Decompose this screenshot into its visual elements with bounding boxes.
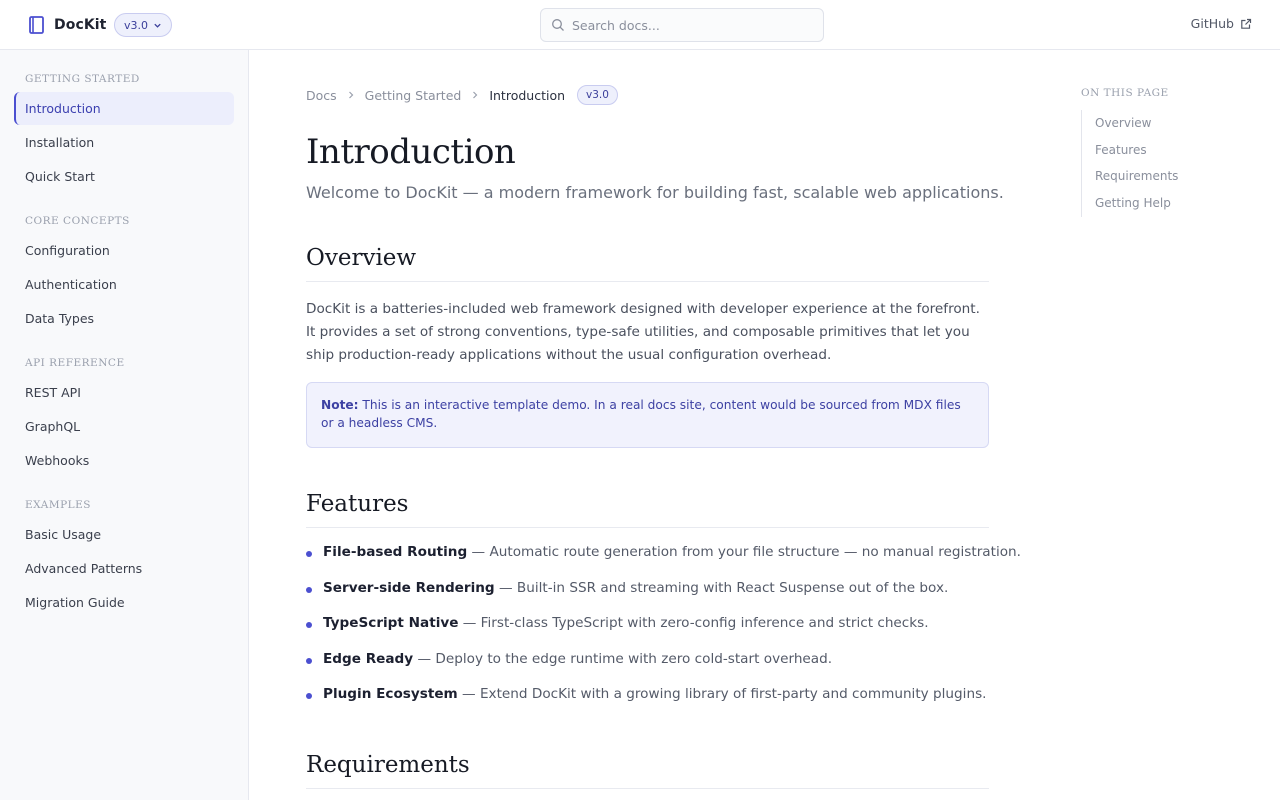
github-link[interactable] [1191, 16, 1252, 31]
breadcrumb-getting-started[interactable]: Getting Started [364, 87, 462, 103]
feature-name: TypeScript Native [323, 615, 459, 632]
note-text: This is an interactive template demo. In a real docs site, content would be sourced from MDX files or a headless CMS. [321, 398, 961, 430]
list-item [306, 580, 989, 616]
feature-name: Edge Ready [323, 650, 414, 667]
sidebar-section-api-reference [0, 354, 249, 477]
bullet-dot [306, 693, 312, 699]
chevron-right-icon [347, 91, 355, 99]
search-icon [551, 18, 565, 32]
toc-item-overview[interactable]: Overview [1095, 116, 1152, 130]
list-item [306, 615, 989, 651]
sidebar-item-webhooks[interactable]: Webhooks [25, 453, 90, 468]
sidebar-section-title: API REFERENCE [25, 357, 125, 369]
sidebar-item-introduction[interactable]: Introduction [14, 92, 234, 125]
feature-desc: — Automatic route generation from your file structure — no manual registration. [471, 544, 1021, 560]
toc-heading: ON THIS PAGE [1081, 87, 1169, 99]
feature-desc: — Built-in SSR and streaming with React Suspense out of the box. [499, 579, 949, 596]
sidebar-section-title: GETTING STARTED [25, 73, 140, 85]
page-lead: Welcome to DocKit — a modern framework for building fast, scalable web applications. [306, 183, 1004, 202]
chevron-down-icon [153, 21, 162, 30]
bullet-dot [306, 622, 312, 628]
sidebar-item-migration-guide[interactable]: Migration Guide [25, 595, 125, 610]
note-callout [306, 382, 989, 448]
bullet-dot [306, 551, 312, 557]
sidebar-item-rest-api[interactable]: REST API [25, 385, 81, 400]
sidebar-item-basic-usage[interactable]: Basic Usage [25, 527, 102, 542]
bullet-dot [306, 658, 312, 664]
bullet-dot [306, 587, 312, 593]
section-heading-requirements: Requirements [306, 752, 989, 789]
list-item [306, 686, 989, 722]
version-selector[interactable] [114, 13, 172, 37]
chevron-right-icon [471, 91, 479, 99]
sidebar-section-examples [0, 496, 249, 619]
note-label: Note: [321, 398, 359, 412]
external-link-icon [1240, 18, 1252, 30]
feature-name: Plugin Ecosystem [323, 686, 458, 703]
toc-item-requirements[interactable]: Requirements [1095, 169, 1179, 184]
sidebar-item-configuration[interactable]: Configuration [25, 243, 110, 258]
breadcrumb-docs[interactable]: Docs [306, 87, 337, 103]
sidebar-section-title: EXAMPLES [25, 499, 91, 511]
table-of-contents [1081, 86, 1271, 211]
sidebar-item-data-types[interactable]: Data Types [25, 311, 95, 326]
sidebar-section-title: CORE CONCEPTS [25, 215, 130, 227]
feature-desc: — Deploy to the edge runtime with zero cold-start overhead. [417, 650, 833, 667]
page-title: Introduction [306, 132, 516, 172]
sidebar-nav [0, 50, 249, 800]
sidebar-item-installation[interactable]: Installation [25, 135, 95, 150]
version-label: v3.0 [124, 18, 149, 32]
sidebar-item-advanced-patterns[interactable]: Advanced Patterns [25, 561, 143, 576]
book-icon [28, 15, 46, 35]
overview-paragraph: DocKit is a batteries-included web framework designed with developer experience at the forefront. It provides a set of strong conventions, type-safe utilities, and composable primitives that let you ship production-ready applications without the usual configuration overhead. [306, 301, 980, 363]
list-item [306, 544, 1021, 580]
breadcrumb-current: Introduction [489, 87, 566, 103]
feature-desc: — First-class TypeScript with zero-config inference and strict checks. [462, 615, 929, 632]
breadcrumb [306, 85, 618, 105]
toc-item-getting-help[interactable]: Getting Help [1095, 196, 1171, 211]
top-header [0, 0, 1280, 50]
brand-name: DocKit [54, 17, 107, 33]
features-list [306, 544, 1021, 722]
search-box[interactable] [540, 8, 824, 42]
feature-name: File-based Routing [323, 544, 468, 560]
github-label: GitHub [1190, 16, 1234, 31]
feature-name: Server-side Rendering [323, 579, 495, 596]
feature-desc: — Extend DocKit with a growing library of first-party and community plugins. [462, 686, 987, 703]
toc-list [1081, 110, 1261, 217]
section-heading-overview: Overview [306, 245, 989, 282]
sidebar-item-authentication[interactable]: Authentication [25, 277, 117, 292]
section-heading-features: Features [306, 491, 989, 528]
list-item [306, 651, 989, 687]
brand-logo[interactable] [28, 15, 106, 35]
search-input[interactable] [572, 18, 812, 33]
sidebar-item-graphql[interactable]: GraphQL [25, 419, 81, 434]
sidebar-section-getting-started [0, 70, 249, 193]
toc-item-features[interactable]: Features [1095, 142, 1147, 157]
version-badge: v3.0 [577, 85, 618, 105]
sidebar-item-quick-start[interactable]: Quick Start [25, 169, 95, 184]
sidebar-section-core-concepts [0, 212, 249, 335]
